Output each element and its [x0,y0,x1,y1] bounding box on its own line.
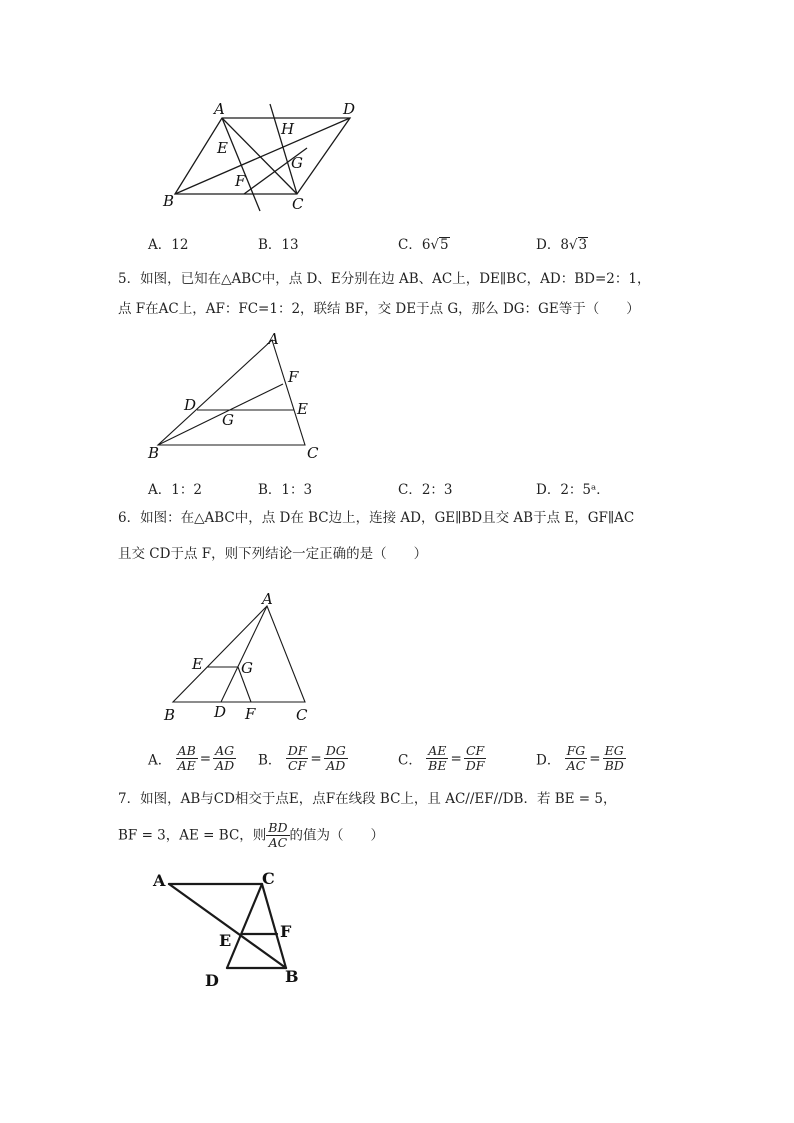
q5-options [148,478,708,500]
q6-option-b-label: B． [258,752,282,769]
q6-option-a[interactable] [148,744,236,773]
q4-option-c-prefix: C．6 [398,237,431,253]
q7-label-b: B [285,967,299,986]
fraction-numerator: AG [213,744,236,759]
q5-line2: 点 F在AC上，AF：FC=1：2，联结 BF，交 DE于点 G，那么 DG：GE等于（ ） [118,301,640,317]
q6-line2: 且交 CD于点 F，则下列结论一定正确的是（ ） [118,546,428,562]
fraction-denominator: AC [268,835,288,850]
q6-label-e: E [192,655,203,673]
label-a: A [214,100,225,118]
label-e: E [217,139,228,157]
fraction-denominator: DF [465,758,485,773]
fraction-numerator: EG [603,744,626,759]
label-b: B [163,192,175,210]
q6-d-right-fraction [603,744,626,773]
q6-options [148,744,708,780]
q5-label-d: D [184,396,197,414]
q6-b-right-fraction [324,744,348,773]
q7-line2-prefix: BF = 3，AE = BC，则 [118,827,267,844]
q6-option-c[interactable] [398,744,486,773]
q6-option-c-label: C． [398,752,422,769]
q5-label-b: B [148,444,160,462]
q6-label-f: F [245,705,256,723]
fraction-numerator: BD [268,820,288,835]
q4-option-d-prefix: D．8 [536,237,569,253]
q5-label-c: C [307,444,319,462]
q7-line1: 7．如图，AB与CD相交于点E，点F在线段 BC上，且 AC//EF//DB．若 BE = 5， [118,791,617,807]
triangle-abc [173,606,305,702]
fraction-denominator: CF [287,758,307,773]
q4-option-a[interactable]: A．12 [148,237,189,253]
q7-label-c: C [262,869,275,888]
equals-sign: = [310,750,322,767]
fraction-denominator: AE [177,758,196,773]
q5-label-g: G [222,411,234,429]
q6-option-d[interactable] [536,744,626,773]
q5-option-b[interactable]: B．1：3 [258,482,313,498]
q6-label-a: A [262,590,273,608]
fraction-numerator: DG [325,743,346,758]
q6-label-g: G [241,659,253,677]
fraction-denominator: AD [326,758,346,773]
q7-line2 [118,820,678,851]
q6-d-left-fraction [565,744,588,773]
q6-a-right-fraction [213,744,236,773]
q4-option-b[interactable]: B．13 [258,237,299,253]
line-bf [158,384,283,445]
q7-label-a: A [153,871,166,890]
line-cd [227,884,262,968]
q5-option-d[interactable]: D．2：5ᵃ． [536,482,610,498]
fraction-numerator: FG [566,743,586,758]
q4-option-d[interactable]: D．8√3 [536,237,588,253]
fraction-denominator: AC [566,758,586,773]
fraction-denominator: BD [604,758,624,773]
q5-label-a: A [268,330,279,348]
figure-q6-triangle [155,590,325,730]
fraction-numerator: AE [426,744,448,759]
figure-q5-triangle [140,330,340,465]
q6-a-left-fraction [176,744,198,773]
q4-options [148,233,708,255]
equals-sign: = [450,750,462,767]
q4-option-d-radicand: 3 [578,237,588,253]
label-c: C [292,195,304,213]
q7-label-d: D [205,971,219,990]
label-h: H [281,120,295,138]
q7-fraction-bd-ac [266,821,289,850]
q6-label-d: D [214,703,227,721]
triangle-abc [158,340,305,445]
equals-sign: = [199,750,212,767]
q5-label-f: F [288,368,299,386]
q5-line1: 5．如图，已知在△ABC中，点 D、E分别在边 AB、AC上，DE∥BC，AD：BD=2：1， [118,271,651,287]
line-af [222,118,260,211]
q6-c-right-fraction [464,744,487,773]
q5-option-c[interactable]: C．2：3 [398,482,453,498]
q7-line2-suffix: 的值为（ ） [289,827,384,844]
fraction-numerator: DF [287,743,307,758]
fraction-denominator: BE [428,758,447,773]
label-f: F [235,172,246,190]
fraction-numerator: AB [177,743,196,758]
fraction-numerator: CF [464,744,487,759]
figure-q7-hourglass [145,862,320,992]
label-d: D [343,100,356,118]
q6-option-b[interactable] [258,744,348,773]
q5-option-a[interactable]: A．1：2 [148,482,202,498]
q4-option-c[interactable]: C．6√5 [398,237,449,253]
q6-label-c: C [296,706,308,724]
q6-b-left-fraction [286,744,309,773]
q7-label-f: F [280,922,292,941]
q5-label-e: E [297,400,308,418]
q6-line1: 6．如图：在△ABC中，点 D在 BC边上，连接 AD，GE∥BD且交 AB于点 E，GF∥AC [118,510,635,526]
figure-parallelogram [155,96,375,216]
equals-sign: = [589,750,601,767]
q6-option-d-label: D． [536,752,561,769]
q6-c-left-fraction [426,744,448,773]
line-ab [169,884,286,968]
q7-label-e: E [219,931,232,950]
q6-label-b: B [164,706,176,724]
q4-option-c-radicand: 5 [440,237,449,253]
label-g: G [291,154,303,172]
line-ad [221,606,267,702]
fraction-denominator: AD [215,758,235,773]
q6-option-a-label: A． [148,752,172,769]
